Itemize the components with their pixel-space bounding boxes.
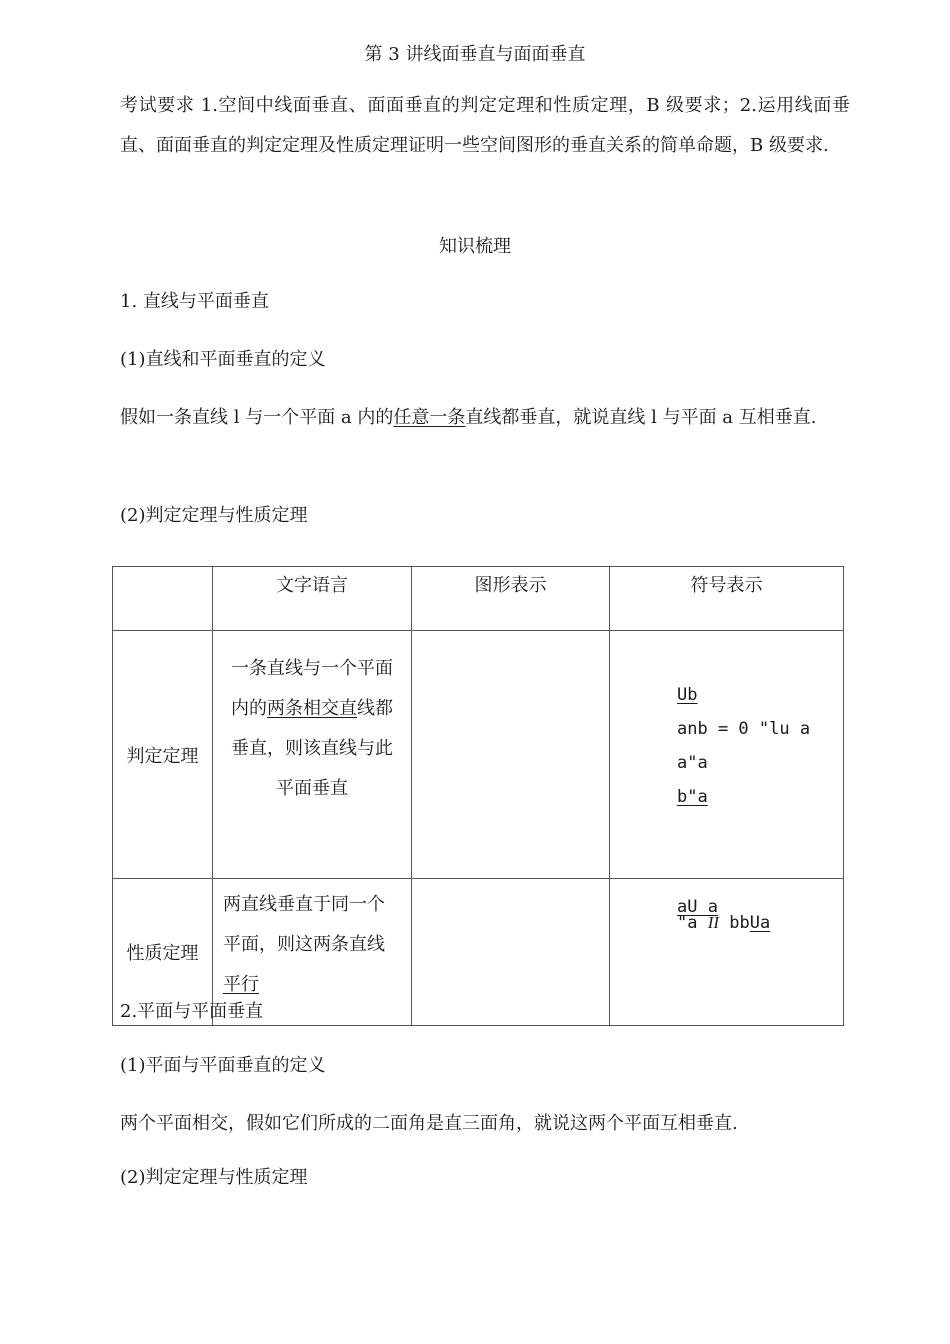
sym2-line-1: aU a (677, 897, 718, 917)
header-empty (113, 567, 213, 631)
document-title: 第 3 讲线面垂直与面面垂直 (364, 44, 586, 65)
determination-symbol-cell (610, 631, 844, 879)
header-symbol: 符号表示 (610, 567, 844, 631)
s1-definition (120, 398, 850, 438)
header-text-language: 文字语言 (213, 567, 412, 631)
exam-requirements: 考试要求 1.空间中线面垂直、面面垂直的判定定理和性质定理，B 级要求；2.运用线面垂直、面面垂直的判定定理及性质定理证明一些空间图形的垂直关系的简单命题，B 级要求. (120, 95, 850, 156)
header-figure: 图形表示 (412, 567, 610, 631)
determination-text-after: 线都垂直，则该直线与此平面垂直 (231, 698, 393, 799)
sym-line-3: a"a (677, 753, 708, 773)
table-header-row (113, 567, 844, 631)
property-symbols (611, 880, 842, 932)
sym-line-1: Ub (677, 685, 698, 705)
s2-definition: 两个平面相交，假如它们所成的二面角是直三面角，就说这两个平面互相垂直. (120, 1113, 738, 1134)
s2-sub1: (1)平面与平面垂直的定义 (120, 1055, 326, 1076)
s1-def-before: 假如一条直线 l 与一个平面 a 内的 (120, 407, 394, 428)
row-label-determination: 判定定理 (113, 631, 213, 879)
s2-heading: 2.平面与平面垂直 (120, 1001, 264, 1022)
property-text-underline: 平行 (223, 974, 259, 995)
sym2-part-c: bb (719, 913, 750, 933)
table-row-determination (113, 631, 844, 879)
sym-line-4: b"a (677, 787, 708, 807)
determination-text-before: 一条直线与一个平面内的 (231, 658, 393, 719)
s1-def-after: 直线都垂直，就说直线 l 与平面 a 互相垂直. (465, 407, 817, 428)
determination-symbols (611, 632, 842, 814)
theorem-table (112, 566, 844, 1026)
s1-sub1: (1)直线和平面垂直的定义 (120, 349, 326, 370)
row-label-property: 性质定理 (113, 879, 213, 1026)
s1-def-underline: 任意一条 (393, 407, 466, 428)
s1-sub2: (2)判定定理与性质定理 (120, 505, 308, 526)
sym2-part-b: II (707, 913, 720, 932)
property-text-before: 两直线垂直于同一个平面，则这两条直线 (223, 894, 385, 955)
s1-heading: 1. 直线与平面垂直 (120, 291, 269, 312)
determination-figure-cell (412, 631, 610, 879)
section-heading: 知识梳理 (439, 236, 511, 257)
determination-text-underline: 两条相交直 (267, 698, 357, 719)
sym-line-2: anb = 0 "lu a (677, 719, 811, 739)
sym2-part-d: Ua (749, 913, 771, 933)
s2-sub2: (2)判定定理与性质定理 (120, 1167, 308, 1188)
sym2-part-a: "a (677, 913, 708, 933)
determination-text (213, 631, 412, 879)
